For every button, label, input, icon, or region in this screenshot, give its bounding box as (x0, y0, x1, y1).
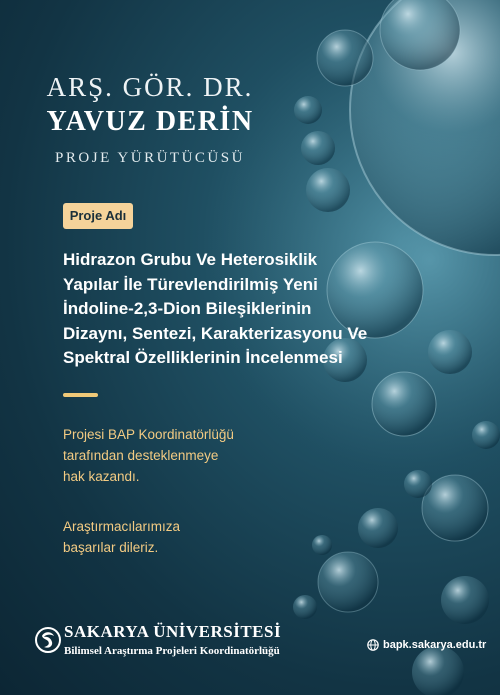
project-title-line: Spektral Özelliklerinin İncelenmesi (63, 348, 343, 367)
project-title-line: Dizaynı, Sentezi, Karakterizasyonu Ve (63, 323, 368, 343)
support-message-line: hak kazandı. (63, 469, 140, 484)
website-url: bapk.sakarya.edu.tr (383, 639, 487, 651)
support-message-line: Projesi BAP Koordinatörlüğü (63, 427, 234, 442)
globe-icon (367, 639, 379, 651)
university-logo-icon (35, 624, 61, 656)
wish-message (63, 516, 303, 558)
project-title-line: Yapılar İle Türevlendirilmiş Yeni (63, 274, 318, 294)
accent-divider (63, 393, 98, 397)
website-link[interactable] (367, 636, 486, 654)
wish-message-line: Araştırmacılarımıza (63, 519, 181, 534)
unit-name: Bilimsel Araştırma Projeleri Koordinatörlüğü (64, 645, 280, 657)
wish-message-line: başarılar dileriz. (63, 540, 159, 555)
project-title (63, 248, 393, 371)
project-title-line: Hidrazon Grubu Ve Heterosiklik (63, 250, 318, 269)
researcher-role: PROJE YÜRÜTÜCÜSÜ (55, 150, 245, 166)
project-label-badge: Proje Adı (63, 203, 133, 229)
support-message (63, 424, 303, 487)
support-message-line: tarafından desteklenmeye (63, 448, 219, 463)
project-title-line: İndoline-2,3-Dion Bileşiklerinin (63, 299, 312, 318)
academic-title: ARŞ. GÖR. DR. (46, 72, 254, 102)
university-name: SAKARYA ÜNİVERSİTESİ (64, 622, 282, 641)
researcher-name: YAVUZ DERİN (46, 106, 254, 137)
